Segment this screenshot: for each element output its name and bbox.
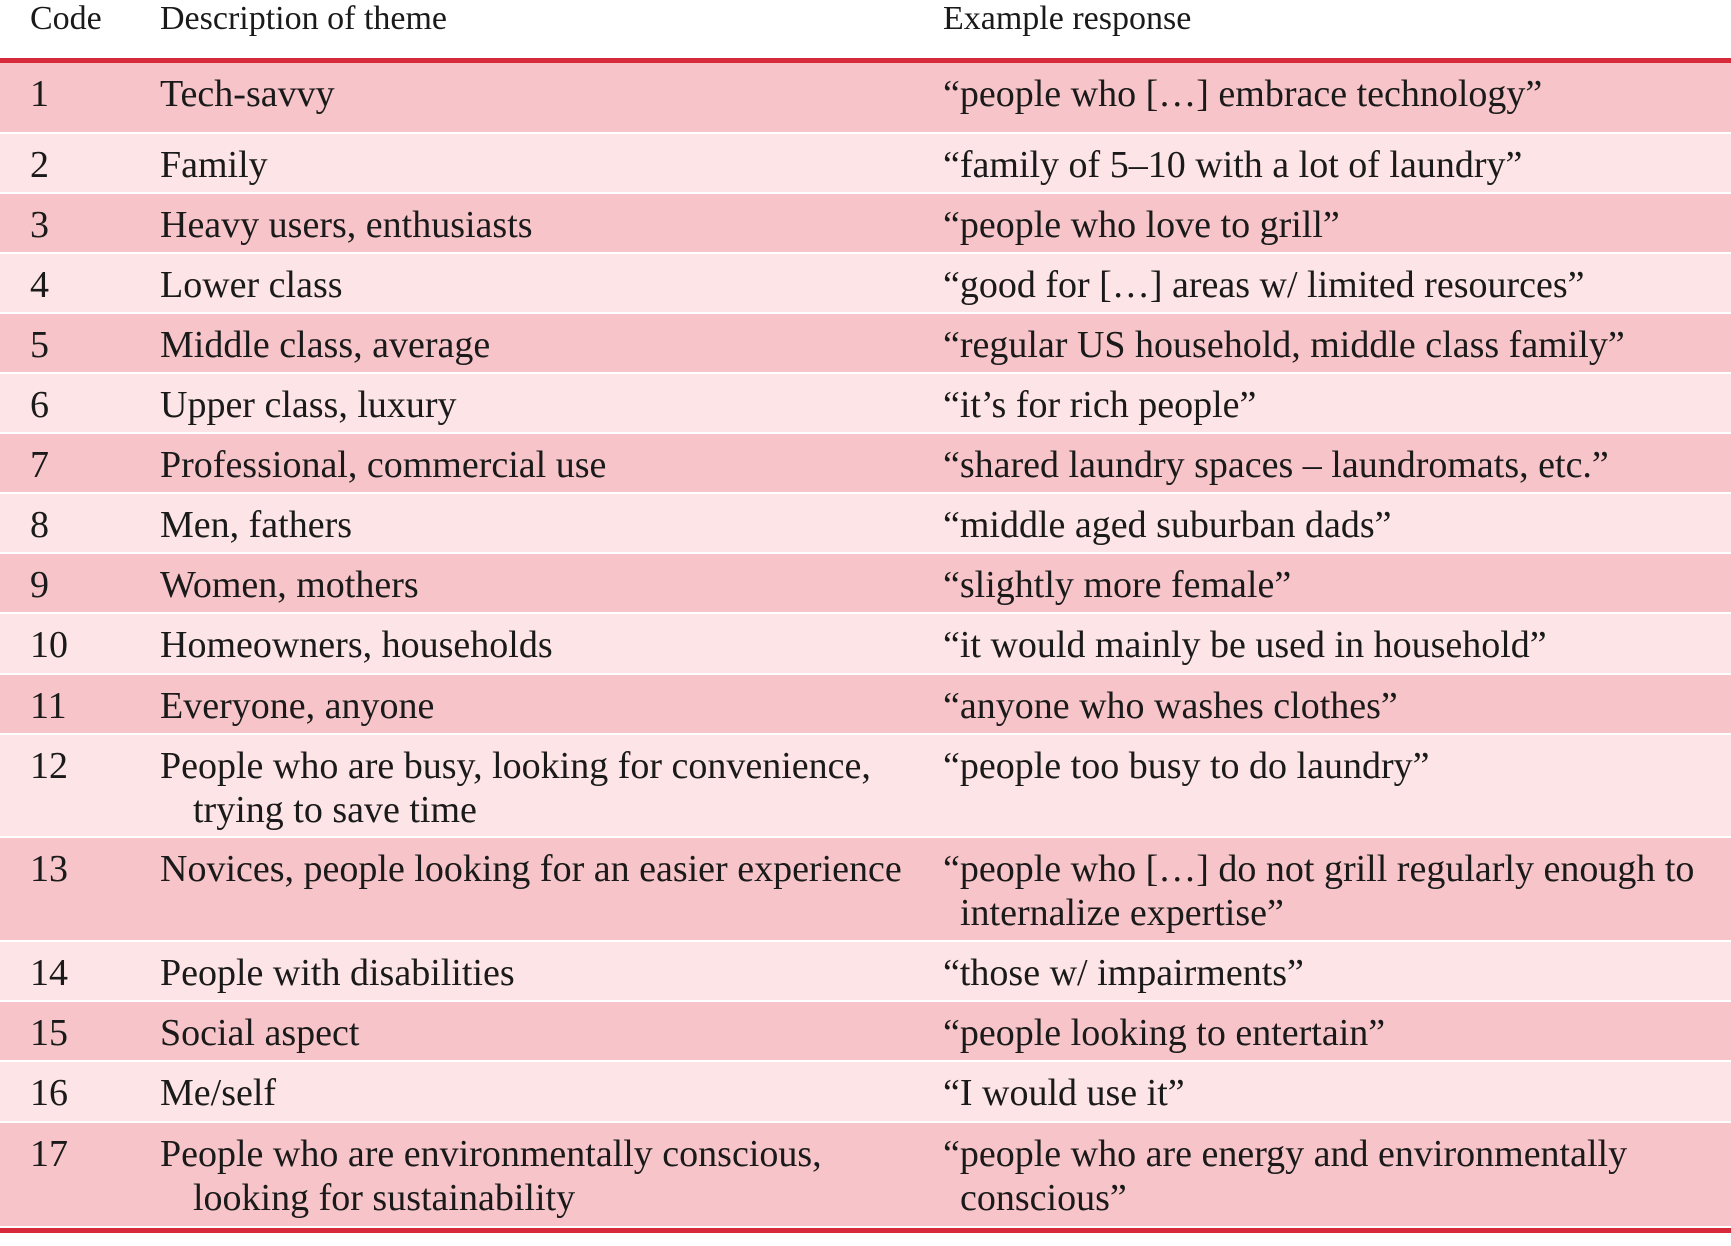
row-example: “people too busy to do laundry”	[943, 745, 1430, 787]
row-description: People with disabilities	[160, 952, 515, 994]
row-code: 1	[30, 73, 49, 115]
row-example: “anyone who washes clothes”	[943, 685, 1398, 727]
header-code: Code	[30, 0, 102, 37]
row-description: People who are environmentally conscious, looking for sustainability	[160, 1133, 822, 1219]
table-row	[0, 838, 1731, 942]
table-row	[0, 374, 1731, 434]
header-description: Description of theme	[160, 0, 448, 37]
row-code: 15	[30, 1012, 68, 1054]
row-description: Lower class	[160, 264, 343, 306]
row-example: “people who are energy and environmentally conscious”	[943, 1133, 1628, 1219]
bottom-rule	[0, 1228, 1731, 1233]
table-row	[0, 194, 1731, 254]
row-example: “people who love to grill”	[943, 204, 1340, 246]
table-row	[0, 735, 1731, 838]
row-example: “it’s for rich people”	[943, 384, 1257, 426]
row-example: “people looking to entertain”	[943, 1012, 1386, 1054]
row-example: “shared laundry spaces – laundromats, etc.”	[943, 444, 1609, 486]
row-example: “regular US household, middle class family”	[943, 324, 1625, 366]
table-row	[0, 1002, 1731, 1062]
table-row	[0, 942, 1731, 1002]
row-description: Everyone, anyone	[160, 685, 435, 727]
row-code: 6	[30, 384, 49, 426]
row-example: “it would mainly be used in household”	[943, 624, 1547, 666]
row-description: Men, fathers	[160, 504, 353, 546]
row-description: Social aspect	[160, 1012, 360, 1054]
table-row	[0, 554, 1731, 614]
table-row	[0, 494, 1731, 554]
row-example: “family of 5–10 with a lot of laundry”	[943, 144, 1523, 186]
table-row	[0, 614, 1731, 675]
row-code: 3	[30, 204, 49, 246]
row-description: Me/self	[160, 1072, 277, 1114]
row-description: Professional, commercial use	[160, 444, 607, 486]
table-header	[0, 0, 1731, 58]
row-code: 14	[30, 952, 68, 994]
row-example: “slightly more female”	[943, 564, 1292, 606]
row-code: 5	[30, 324, 49, 366]
row-description: Upper class, luxury	[160, 384, 457, 426]
row-description: Middle class, average	[160, 324, 491, 366]
header-example: Example response	[943, 0, 1192, 37]
table-row	[0, 434, 1731, 494]
row-description: Women, mothers	[160, 564, 419, 606]
row-description: Family	[160, 144, 268, 186]
table-row	[0, 134, 1731, 194]
row-code: 2	[30, 144, 49, 186]
row-code: 17	[30, 1133, 68, 1175]
table-body	[0, 63, 1731, 1233]
row-code: 10	[30, 624, 68, 666]
row-code: 8	[30, 504, 49, 546]
row-code: 13	[30, 848, 68, 890]
row-code: 4	[30, 264, 49, 306]
row-description: People who are busy, looking for convenience, trying to save time	[160, 745, 871, 831]
row-example: “middle aged suburban dads”	[943, 504, 1392, 546]
row-code: 11	[30, 685, 67, 727]
row-description: Tech-savvy	[160, 73, 335, 115]
table-row	[0, 314, 1731, 374]
table-row	[0, 675, 1731, 735]
table-row	[0, 1123, 1731, 1228]
row-example: “people who […] do not grill regularly enough to internalize expertise”	[943, 848, 1695, 934]
row-example: “those w/ impairments”	[943, 952, 1304, 994]
row-code: 12	[30, 745, 68, 787]
row-code: 9	[30, 564, 49, 606]
row-code: 7	[30, 444, 49, 486]
row-code: 16	[30, 1072, 68, 1114]
row-example: “people who […] embrace technology”	[943, 73, 1543, 115]
row-description: Homeowners, households	[160, 624, 553, 666]
table-row	[0, 254, 1731, 314]
row-description: Heavy users, enthusiasts	[160, 204, 533, 246]
row-example: “good for […] areas w/ limited resources”	[943, 264, 1585, 306]
table-row	[0, 63, 1731, 134]
row-example: “I would use it”	[943, 1072, 1185, 1114]
row-description: Novices, people looking for an easier experience	[160, 848, 902, 890]
table-row	[0, 1062, 1731, 1123]
